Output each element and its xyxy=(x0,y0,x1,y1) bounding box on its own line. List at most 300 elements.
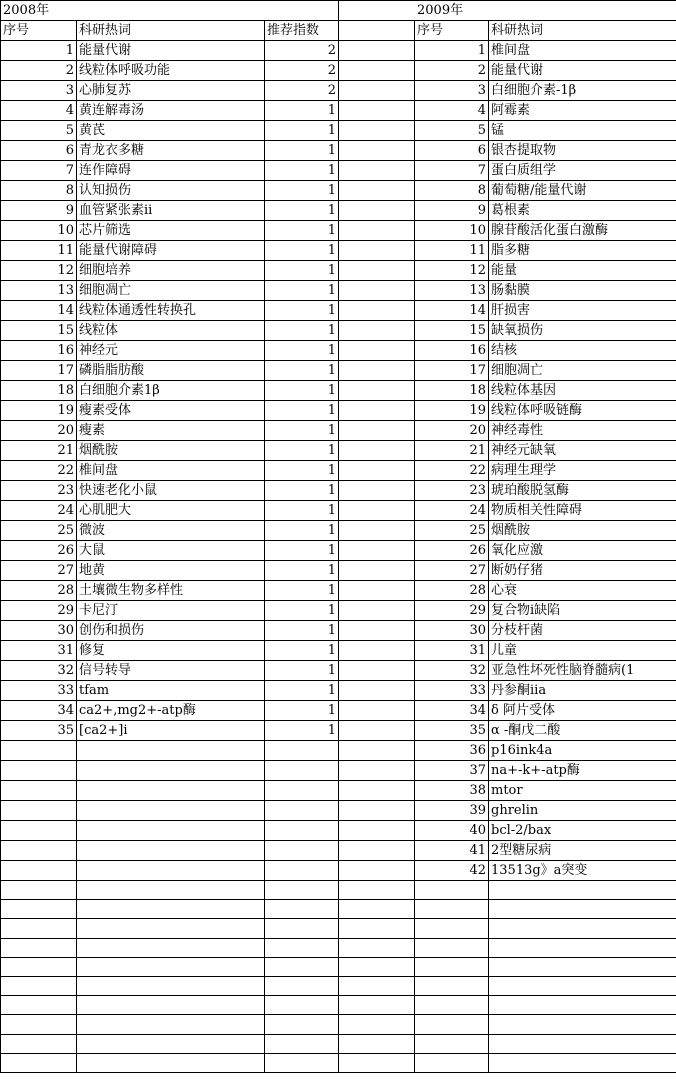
right-term-cell: 物质相关性障碍 xyxy=(489,501,676,521)
left-index-cell: 1 xyxy=(265,421,339,441)
left-seq-cell: 26 xyxy=(1,541,77,561)
spacer-cell xyxy=(339,421,415,441)
left-index-cell xyxy=(265,861,339,881)
table-row xyxy=(1,61,676,81)
right-term-cell xyxy=(489,900,676,919)
year-2008-label: 2008年 xyxy=(1,1,339,21)
left-seq-cell xyxy=(1,976,77,995)
left-seq-header: 序号 xyxy=(1,21,77,41)
left-seq-cell: 34 xyxy=(1,701,77,721)
left-term-header: 科研热词 xyxy=(77,21,265,41)
left-index-cell: 1 xyxy=(265,281,339,301)
table-row xyxy=(1,821,676,841)
table-row xyxy=(1,621,676,641)
right-term-cell: 2型糖尿病 xyxy=(489,841,676,861)
left-seq-cell: 25 xyxy=(1,521,77,541)
left-term-cell xyxy=(77,919,265,938)
spacer-cell xyxy=(339,261,415,281)
left-seq-cell: 12 xyxy=(1,261,77,281)
right-term-cell: 氧化应激 xyxy=(489,541,676,561)
spacer-cell xyxy=(339,900,415,919)
left-index-cell: 1 xyxy=(265,341,339,361)
left-seq-cell xyxy=(1,841,77,861)
left-index-cell xyxy=(265,919,339,938)
right-seq-cell: 6 xyxy=(415,141,489,161)
left-index-cell xyxy=(265,1034,339,1053)
left-seq-cell xyxy=(1,1034,77,1053)
right-seq-cell xyxy=(415,919,489,938)
table-row xyxy=(1,521,676,541)
right-term-cell: 13513g》a突变 xyxy=(489,861,676,881)
left-seq-cell: 8 xyxy=(1,181,77,201)
table-row xyxy=(1,841,676,861)
left-index-cell: 1 xyxy=(265,661,339,681)
left-seq-cell: 17 xyxy=(1,361,77,381)
left-seq-cell xyxy=(1,938,77,957)
spacer-cell xyxy=(339,861,415,881)
table-row xyxy=(1,957,676,976)
spacer-cell xyxy=(339,581,415,601)
right-seq-cell: 37 xyxy=(415,761,489,781)
right-seq-cell: 16 xyxy=(415,341,489,361)
table-row xyxy=(1,741,676,761)
right-seq-cell: 19 xyxy=(415,401,489,421)
table-row xyxy=(1,1015,676,1034)
table-row xyxy=(1,301,676,321)
left-seq-cell xyxy=(1,1015,77,1034)
table-row xyxy=(1,781,676,801)
spacer-header xyxy=(339,21,415,41)
spacer-cell xyxy=(339,741,415,761)
right-term-cell xyxy=(489,881,676,900)
right-seq-cell xyxy=(415,996,489,1015)
right-seq-cell: 8 xyxy=(415,181,489,201)
right-seq-cell: 36 xyxy=(415,741,489,761)
left-seq-cell xyxy=(1,996,77,1015)
left-index-cell: 2 xyxy=(265,41,339,61)
left-index-cell xyxy=(265,938,339,957)
left-seq-cell: 21 xyxy=(1,441,77,461)
spacer-cell xyxy=(339,141,415,161)
left-index-cell: 1 xyxy=(265,141,339,161)
left-seq-cell: 28 xyxy=(1,581,77,601)
left-index-cell xyxy=(265,996,339,1015)
spacer-cell xyxy=(339,976,415,995)
left-term-cell: ca2+,mg2+-atp酶 xyxy=(77,701,265,721)
right-term-cell: 断奶仔猪 xyxy=(489,561,676,581)
right-term-cell: α -酮戊二酸 xyxy=(489,721,676,741)
left-index-cell xyxy=(265,801,339,821)
left-term-cell: 快速老化小鼠 xyxy=(77,481,265,501)
spacer-cell xyxy=(339,501,415,521)
left-seq-cell xyxy=(1,919,77,938)
table-row xyxy=(1,181,676,201)
table-row xyxy=(1,561,676,581)
year-row xyxy=(1,1,676,21)
left-term-cell xyxy=(77,957,265,976)
left-seq-cell: 13 xyxy=(1,281,77,301)
table-row xyxy=(1,121,676,141)
left-term-cell: 烟酰胺 xyxy=(77,441,265,461)
left-term-cell: 白细胞介素1β xyxy=(77,381,265,401)
right-seq-cell: 25 xyxy=(415,521,489,541)
right-term-cell: 银杏提取物 xyxy=(489,141,676,161)
right-term-cell: 缺氧损伤 xyxy=(489,321,676,341)
left-index-cell: 2 xyxy=(265,81,339,101)
left-term-cell: 黄连解毒汤 xyxy=(77,101,265,121)
left-index-cell: 1 xyxy=(265,241,339,261)
right-seq-cell: 10 xyxy=(415,221,489,241)
right-term-cell: 结核 xyxy=(489,341,676,361)
left-seq-cell: 1 xyxy=(1,41,77,61)
spacer-cell xyxy=(339,661,415,681)
left-seq-cell: 27 xyxy=(1,561,77,581)
right-seq-cell: 29 xyxy=(415,601,489,621)
right-term-cell xyxy=(489,1053,676,1072)
left-seq-cell: 16 xyxy=(1,341,77,361)
left-index-cell: 1 xyxy=(265,221,339,241)
left-term-cell xyxy=(77,1034,265,1053)
right-term-cell xyxy=(489,1034,676,1053)
left-index-cell: 1 xyxy=(265,681,339,701)
left-index-cell: 1 xyxy=(265,461,339,481)
left-index-cell: 2 xyxy=(265,61,339,81)
left-index-cell: 1 xyxy=(265,501,339,521)
left-seq-cell: 24 xyxy=(1,501,77,521)
left-seq-cell xyxy=(1,761,77,781)
spacer-cell xyxy=(339,401,415,421)
left-term-cell xyxy=(77,841,265,861)
right-seq-cell: 42 xyxy=(415,861,489,881)
left-term-cell xyxy=(77,996,265,1015)
table-row xyxy=(1,919,676,938)
left-term-cell: 椎间盘 xyxy=(77,461,265,481)
right-term-cell: p16ink4a xyxy=(489,741,676,761)
right-term-cell: 儿童 xyxy=(489,641,676,661)
table-row xyxy=(1,881,676,900)
left-index-cell: 1 xyxy=(265,441,339,461)
left-seq-cell: 7 xyxy=(1,161,77,181)
right-term-cell: 分枝杆菌 xyxy=(489,621,676,641)
right-term-cell: 线粒体呼吸链酶 xyxy=(489,401,676,421)
left-term-cell: 卡尼汀 xyxy=(77,601,265,621)
table-row xyxy=(1,900,676,919)
right-seq-cell: 15 xyxy=(415,321,489,341)
right-term-cell: 葛根素 xyxy=(489,201,676,221)
right-seq-cell: 22 xyxy=(415,461,489,481)
right-seq-cell: 17 xyxy=(415,361,489,381)
left-index-header: 推荐指数 xyxy=(265,21,339,41)
spacer-cell xyxy=(339,681,415,701)
left-index-cell: 1 xyxy=(265,701,339,721)
right-term-cell: 葡萄糖/能量代谢 xyxy=(489,181,676,201)
right-term-cell: 蛋白质组学 xyxy=(489,161,676,181)
spacer-cell xyxy=(339,561,415,581)
spacer-cell xyxy=(339,341,415,361)
left-term-cell xyxy=(77,761,265,781)
year-2009-label: 2009年 xyxy=(339,1,676,21)
spacer-cell xyxy=(339,161,415,181)
left-seq-cell: 32 xyxy=(1,661,77,681)
left-seq-cell: 10 xyxy=(1,221,77,241)
spacer-cell xyxy=(339,301,415,321)
spacer-cell xyxy=(339,481,415,501)
left-seq-cell xyxy=(1,781,77,801)
table-row xyxy=(1,201,676,221)
right-term-cell: 病理生理学 xyxy=(489,461,676,481)
left-term-cell xyxy=(77,976,265,995)
left-seq-cell: 5 xyxy=(1,121,77,141)
left-index-cell: 1 xyxy=(265,381,339,401)
right-seq-cell xyxy=(415,938,489,957)
table-row xyxy=(1,661,676,681)
left-term-cell xyxy=(77,821,265,841)
left-term-cell: 能量代谢障碍 xyxy=(77,241,265,261)
right-term-cell: ghrelin xyxy=(489,801,676,821)
table-row xyxy=(1,701,676,721)
left-seq-cell: 20 xyxy=(1,421,77,441)
spacer-cell xyxy=(339,919,415,938)
right-seq-cell: 33 xyxy=(415,681,489,701)
table-row xyxy=(1,361,676,381)
spacer-cell xyxy=(339,201,415,221)
spacer-cell xyxy=(339,61,415,81)
right-term-cell: 烟酰胺 xyxy=(489,521,676,541)
table-row xyxy=(1,321,676,341)
left-term-cell: 线粒体通透性转换孔 xyxy=(77,301,265,321)
left-term-cell: 微波 xyxy=(77,521,265,541)
table-row xyxy=(1,261,676,281)
left-seq-cell xyxy=(1,957,77,976)
right-seq-cell xyxy=(415,976,489,995)
right-seq-cell xyxy=(415,1034,489,1053)
right-term-cell: 椎间盘 xyxy=(489,41,676,61)
right-term-cell: mtor xyxy=(489,781,676,801)
left-index-cell: 1 xyxy=(265,521,339,541)
table-row xyxy=(1,381,676,401)
right-seq-cell: 2 xyxy=(415,61,489,81)
left-seq-cell: 22 xyxy=(1,461,77,481)
left-seq-cell xyxy=(1,741,77,761)
spacer-cell xyxy=(339,521,415,541)
right-seq-cell: 21 xyxy=(415,441,489,461)
right-seq-cell: 12 xyxy=(415,261,489,281)
right-term-cell: 心衰 xyxy=(489,581,676,601)
spacer-cell xyxy=(339,841,415,861)
right-term-cell: 脂多糖 xyxy=(489,241,676,261)
left-index-cell: 1 xyxy=(265,581,339,601)
right-seq-cell: 41 xyxy=(415,841,489,861)
left-term-cell: 瘦素受体 xyxy=(77,401,265,421)
table-row xyxy=(1,996,676,1015)
spacer-cell xyxy=(339,1053,415,1072)
left-seq-cell xyxy=(1,1053,77,1072)
left-index-cell xyxy=(265,976,339,995)
right-term-cell: 神经毒性 xyxy=(489,421,676,441)
spacer-cell xyxy=(339,321,415,341)
table-row xyxy=(1,341,676,361)
left-term-cell xyxy=(77,741,265,761)
spacer-cell xyxy=(339,701,415,721)
table-row xyxy=(1,541,676,561)
right-term-cell: 神经元缺氧 xyxy=(489,441,676,461)
right-term-cell: 能量 xyxy=(489,261,676,281)
spacer-cell xyxy=(339,221,415,241)
table-row xyxy=(1,221,676,241)
left-term-cell: 心肌肥大 xyxy=(77,501,265,521)
table-row xyxy=(1,481,676,501)
table-row xyxy=(1,101,676,121)
right-seq-cell: 11 xyxy=(415,241,489,261)
spacer-cell xyxy=(339,361,415,381)
left-index-cell xyxy=(265,741,339,761)
right-seq-cell: 40 xyxy=(415,821,489,841)
spacer-cell xyxy=(339,601,415,621)
right-seq-cell: 7 xyxy=(415,161,489,181)
left-seq-cell xyxy=(1,900,77,919)
table-row xyxy=(1,601,676,621)
table-row xyxy=(1,581,676,601)
left-seq-cell: 14 xyxy=(1,301,77,321)
left-index-cell: 1 xyxy=(265,261,339,281)
right-term-cell: 阿霉素 xyxy=(489,101,676,121)
left-seq-cell: 15 xyxy=(1,321,77,341)
table-row xyxy=(1,441,676,461)
left-term-cell: 创伤和损伤 xyxy=(77,621,265,641)
left-index-cell: 1 xyxy=(265,541,339,561)
right-seq-cell: 13 xyxy=(415,281,489,301)
spacer-cell xyxy=(339,957,415,976)
spacer-cell xyxy=(339,461,415,481)
left-term-cell: 黄芪 xyxy=(77,121,265,141)
left-term-cell: 连作障碍 xyxy=(77,161,265,181)
left-index-cell: 1 xyxy=(265,201,339,221)
spacer-cell xyxy=(339,181,415,201)
right-term-cell xyxy=(489,976,676,995)
left-term-cell: [ca2+]i xyxy=(77,721,265,741)
left-seq-cell: 23 xyxy=(1,481,77,501)
table-row xyxy=(1,501,676,521)
left-term-cell xyxy=(77,900,265,919)
right-term-cell: 细胞凋亡 xyxy=(489,361,676,381)
left-index-cell: 1 xyxy=(265,181,339,201)
left-term-cell xyxy=(77,781,265,801)
left-term-cell: 能量代谢 xyxy=(77,41,265,61)
spacer-cell xyxy=(339,821,415,841)
left-index-cell: 1 xyxy=(265,561,339,581)
spacer-cell xyxy=(339,781,415,801)
table-row xyxy=(1,1053,676,1072)
right-term-cell: bcl-2/bax xyxy=(489,821,676,841)
left-index-cell: 1 xyxy=(265,361,339,381)
left-index-cell: 1 xyxy=(265,161,339,181)
left-index-cell xyxy=(265,881,339,900)
right-seq-cell: 3 xyxy=(415,81,489,101)
spacer-cell xyxy=(339,281,415,301)
left-seq-cell: 3 xyxy=(1,81,77,101)
right-term-cell: na+-k+-atp酶 xyxy=(489,761,676,781)
right-term-cell: 肝损害 xyxy=(489,301,676,321)
table-row xyxy=(1,761,676,781)
right-term-cell: 复合物ⅰ缺陷 xyxy=(489,601,676,621)
spacer-cell xyxy=(339,721,415,741)
right-term-cell xyxy=(489,957,676,976)
spacer-cell xyxy=(339,441,415,461)
right-seq-cell xyxy=(415,957,489,976)
right-term-cell: 琥珀酸脱氢酶 xyxy=(489,481,676,501)
right-seq-cell: 35 xyxy=(415,721,489,741)
left-seq-cell: 6 xyxy=(1,141,77,161)
left-term-cell: 磷脂脂肪酸 xyxy=(77,361,265,381)
right-seq-cell xyxy=(415,1053,489,1072)
right-term-cell xyxy=(489,996,676,1015)
sheet-body xyxy=(1,1,676,1073)
table-row xyxy=(1,681,676,701)
left-index-cell: 1 xyxy=(265,121,339,141)
left-seq-cell: 31 xyxy=(1,641,77,661)
left-index-cell xyxy=(265,900,339,919)
left-term-cell xyxy=(77,801,265,821)
left-index-cell: 1 xyxy=(265,621,339,641)
left-seq-cell xyxy=(1,861,77,881)
spacer-cell xyxy=(339,241,415,261)
right-seq-cell xyxy=(415,881,489,900)
left-term-cell: 青龙衣多糖 xyxy=(77,141,265,161)
right-seq-header: 序号 xyxy=(415,21,489,41)
left-seq-cell: 9 xyxy=(1,201,77,221)
spacer-cell xyxy=(339,381,415,401)
table-row xyxy=(1,81,676,101)
spacer-cell xyxy=(339,1034,415,1053)
left-seq-cell: 29 xyxy=(1,601,77,621)
left-seq-cell: 30 xyxy=(1,621,77,641)
spacer-cell xyxy=(339,81,415,101)
left-term-cell xyxy=(77,938,265,957)
left-index-cell: 1 xyxy=(265,301,339,321)
table-row xyxy=(1,641,676,661)
table-row xyxy=(1,1034,676,1053)
right-seq-cell: 31 xyxy=(415,641,489,661)
left-term-cell: 大鼠 xyxy=(77,541,265,561)
left-seq-cell: 19 xyxy=(1,401,77,421)
left-index-cell xyxy=(265,841,339,861)
right-seq-cell xyxy=(415,1015,489,1034)
right-term-cell xyxy=(489,1015,676,1034)
header-row xyxy=(1,21,676,41)
left-index-cell xyxy=(265,1053,339,1072)
left-index-cell xyxy=(265,1015,339,1034)
left-index-cell xyxy=(265,821,339,841)
right-term-header: 科研热词 xyxy=(489,21,676,41)
left-seq-cell: 33 xyxy=(1,681,77,701)
left-seq-cell xyxy=(1,801,77,821)
left-term-cell: 土壤微生物多样性 xyxy=(77,581,265,601)
left-seq-cell: 11 xyxy=(1,241,77,261)
left-index-cell: 1 xyxy=(265,101,339,121)
right-term-cell: 亚急性坏死性脑脊髓病(1 xyxy=(489,661,676,681)
right-seq-cell: 4 xyxy=(415,101,489,121)
table-row xyxy=(1,281,676,301)
left-term-cell: tfam xyxy=(77,681,265,701)
right-term-cell xyxy=(489,938,676,957)
right-seq-cell: 27 xyxy=(415,561,489,581)
right-term-cell: δ 阿片受体 xyxy=(489,701,676,721)
left-term-cell: 血管紧张素ii xyxy=(77,201,265,221)
table-row xyxy=(1,861,676,881)
left-term-cell: 线粒体呼吸功能 xyxy=(77,61,265,81)
right-seq-cell: 1 xyxy=(415,41,489,61)
right-seq-cell: 34 xyxy=(415,701,489,721)
